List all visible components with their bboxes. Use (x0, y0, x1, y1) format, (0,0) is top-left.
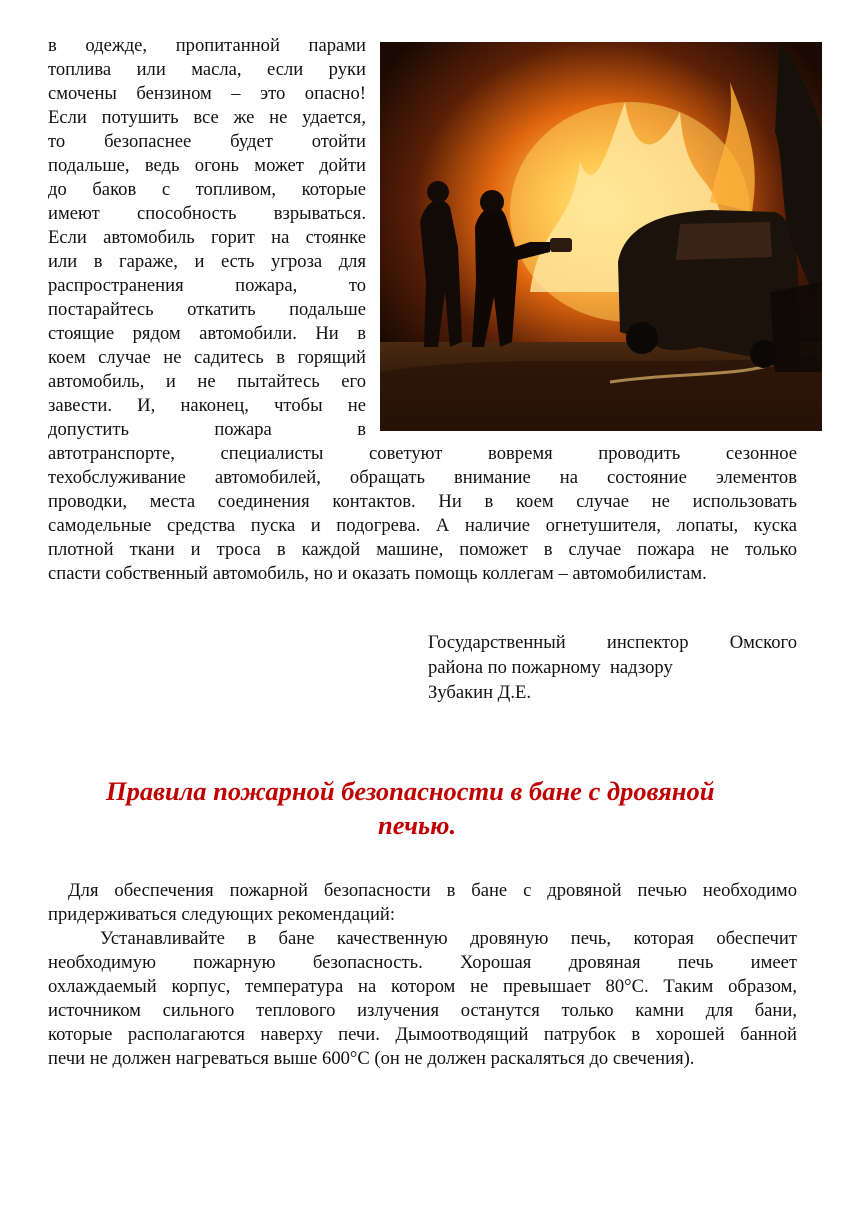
text-line: коем случае не садитесь в горящий (48, 347, 366, 368)
text-line: подальше, ведь огонь может дойти (48, 155, 366, 176)
text-line: Устанавливайте в бане качественную дровяную печь, которая обеспечит (100, 928, 797, 949)
text-line: Если потушить все же не удается, (48, 107, 366, 128)
text-line: спасти собственный автомобиль, но и оказать помощь коллегам – автомобилистам. (48, 563, 707, 584)
text-line: печи не должен нагреваться выше 600°С (он не должен раскаляться до свечения). (48, 1048, 695, 1069)
signature-line: района по пожарному надзору (428, 657, 673, 678)
text-line: завести. И, наконец, чтобы не (48, 395, 366, 416)
text-line: то безопаснее будет отойти (48, 131, 366, 152)
section-heading (48, 774, 848, 842)
text-line: в одежде, пропитанной парами (48, 35, 366, 56)
text-line: Для обеспечения пожарной безопасности в бане с дровяной печью необходимо (68, 880, 797, 901)
text-line: автомобиль, и не пытайтесь его (48, 371, 366, 392)
text-line: которые располагаются наверху печи. Дымоотводящий патрубок в хорошей банной (48, 1024, 797, 1045)
text-line: плотной ткани и троса в каждой машине, поможет в случае пожара не только (48, 539, 797, 560)
text-line: топлива или масла, если руки (48, 59, 366, 80)
signature-line: Зубакин Д.Е. (428, 682, 532, 703)
text-line: смочены бензином – это опасно! (48, 83, 366, 104)
text-line: самодельные средства пуска и подогрева. А наличие огнетушителя, лопаты, куска (48, 515, 797, 536)
signature-line: Государственный инспектор Омского (428, 632, 797, 653)
text-line: проводки, места соединения контактов. Ни в коем случае не использовать (48, 491, 797, 512)
continuation-text (48, 442, 797, 586)
heading-line-1: Правила пожарной безопасности в бане с дровяной (106, 776, 715, 806)
text-line: постарайтесь откатить подальше (48, 299, 366, 320)
text-line: Если автомобиль горит на стоянке (48, 227, 366, 248)
text-line: придерживаться следующих рекомендаций: (48, 904, 396, 925)
text-line: необходимую пожарную безопасность. Хорошая дровяная печь имеет (48, 952, 797, 973)
signature-block (428, 630, 797, 705)
car-fire-photo (380, 42, 822, 431)
text-line: источником сильного теплового излучения останутся только камни для бани, (48, 1000, 797, 1021)
text-line: охлаждаемый корпус, температура на котором не превышает 80°С. Таким образом, (48, 976, 797, 997)
text-line: распространения пожара, то (48, 275, 366, 296)
text-line: или в гараже, и есть угроза для (48, 251, 366, 272)
text-line: стоящие рядом автомобили. Ни в (48, 323, 366, 344)
heading-line-2: печью. (378, 810, 457, 840)
column-text (48, 34, 366, 442)
text-line: автотранспорте, специалисты советуют вовремя проводить сезонное (48, 443, 797, 464)
text-line: имеют способность взрываться. (48, 203, 366, 224)
body-text (48, 879, 797, 1071)
text-line: допустить пожара в (48, 419, 366, 440)
text-line: до баков с топливом, которые (48, 179, 366, 200)
text-line: техобслуживание автомобилей, обращать внимание на состояние элементов (48, 467, 797, 488)
